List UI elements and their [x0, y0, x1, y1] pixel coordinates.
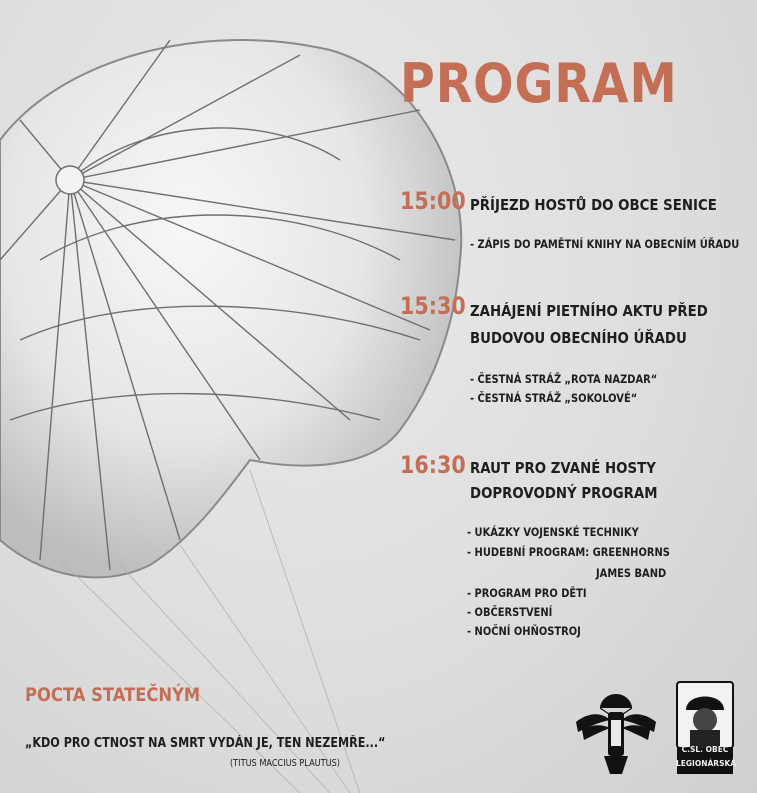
heading-2-line-1: ZAHÁJENÍ PIETNÍHO AKTU PŘED — [470, 302, 708, 320]
heading-1-line-1: PŘÍJEZD HOSTŮ DO OBCE SENICE — [470, 196, 717, 214]
item-3-4: - OBČERSTVENÍ — [467, 605, 553, 619]
quote-author: (TITUS MACCIUS PLAUTUS) — [230, 758, 340, 769]
time-2: 15:30 — [400, 292, 466, 320]
page-title: PROGRAM — [400, 52, 678, 115]
tribute-title: POCTA STATEČNÝM — [25, 684, 201, 706]
time-1: 15:00 — [400, 187, 466, 215]
logo-text-top: Č.SL. OBEC — [681, 745, 729, 754]
item-3-2-continued: JAMES BAND — [596, 566, 667, 580]
paratrooper-wings-emblem-icon — [568, 682, 664, 780]
time-3: 16:30 — [400, 451, 466, 479]
item-1-1: - ZÁPIS DO PAMĚTNÍ KNIHY NA OBECNÍM ÚŘADU — [470, 237, 740, 251]
item-3-5: - NOČNÍ OHŇOSTROJ — [467, 624, 581, 638]
heading-3-line-2: DOPROVODNÝ PROGRAM — [470, 484, 658, 502]
heading-3-line-1: RAUT PRO ZVANÉ HOSTY — [470, 459, 656, 477]
logo-text-bottom: LEGIONÁRSKÁ — [676, 759, 737, 768]
item-3-3: - PROGRAM PRO DĚTI — [467, 586, 587, 600]
item-2-1: - ČESTNÁ STRÁŽ „ROTA NAZDAR“ — [470, 372, 658, 386]
item-3-1: - UKÁZKY VOJENSKÉ TECHNIKY — [467, 525, 639, 539]
item-2-2: - ČESTNÁ STRÁŽ „SOKOLOVÉ“ — [470, 391, 638, 405]
tribute-quote: „KDO PRO CTNOST NA SMRT VYDÁN JE, TEN NEZEMŘE...“ — [25, 736, 386, 751]
heading-2-line-2: BUDOVOU OBECNÍHO ÚŘADU — [470, 329, 687, 347]
item-3-2: - HUDEBNÍ PROGRAM: GREENHORNS — [467, 545, 670, 559]
